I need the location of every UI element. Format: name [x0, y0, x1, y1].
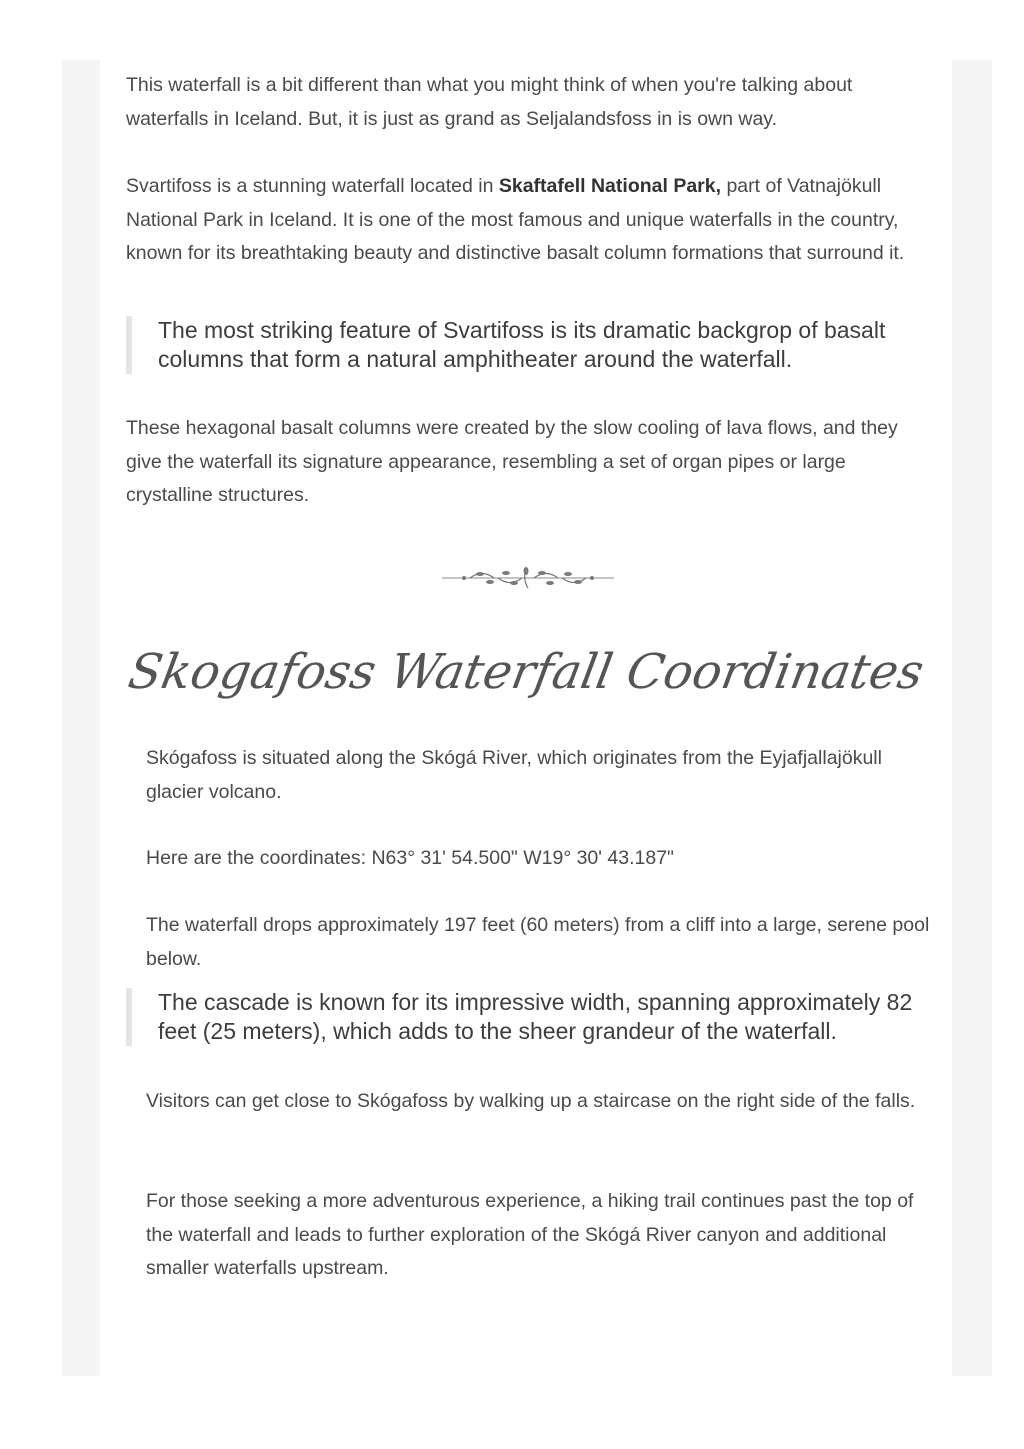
right-margin-panel	[952, 60, 992, 1376]
floral-divider-icon	[440, 562, 616, 592]
paragraph-svartifoss-start: Svartifoss is a stunning waterfall located in	[126, 175, 499, 197]
paragraph-intro: This waterfall is a bit different than what you might think of when you're talking about waterfalls in Iceland. But, it is just as grand as Seljalandsfoss in is own way.	[126, 74, 853, 130]
paragraph-svartifoss-end: part of Vatnajökull National Park in Iceland. It is one of the most famous and unique waterfalls in the country, known for its breathtaking beauty and distinctive basalt column formations that surround it.	[126, 175, 905, 264]
left-margin-panel	[62, 60, 100, 1376]
paragraph-coordinates: Here are the coordinates: N63° 31' 54.500" W19° 30' 43.187"	[146, 847, 674, 869]
section-heading: Skogafoss Waterfall Coordinates	[124, 644, 928, 700]
paragraph-svartifoss	[126, 170, 938, 271]
paragraph-drop-height: The waterfall drops approximately 197 feet (60 meters) from a cliff into a large, serene pool below.	[146, 914, 930, 970]
park-name-bold: Skaftafell National Park,	[498, 175, 722, 197]
paragraph-staircase: Visitors can get close to Skógafoss by walking up a staircase on the right side of the falls.	[146, 1090, 916, 1112]
pull-quote-text: The cascade is known for its impressive width, spanning approximately 82 feet (25 meters), which adds to the sheer grandeur of the waterfall.	[158, 989, 913, 1044]
pull-quote-skogafoss	[126, 988, 938, 1046]
paragraph-skogafoss-river: Skógafoss is situated along the Skógá River, which originates from the Eyjafjallajökull glacier volcano.	[146, 747, 882, 803]
paragraph-hiking-trail: For those seeking a more adventurous experience, a hiking trail continues past the top of the waterfall and leads to further exploration of the Skógá River canyon and additional smaller waterfalls upstream.	[146, 1190, 914, 1279]
paragraph-basalt: These hexagonal basalt columns were created by the slow cooling of lava flows, and they give the waterfall its signature appearance, resembling a set of organ pipes or large crystalline structures.	[126, 417, 898, 506]
pull-quote-svartifoss	[126, 316, 938, 374]
pull-quote-text: The most striking feature of Svartifoss is its dramatic backgrop of basalt columns that form a natural amphitheater around the waterfall.	[158, 317, 886, 372]
